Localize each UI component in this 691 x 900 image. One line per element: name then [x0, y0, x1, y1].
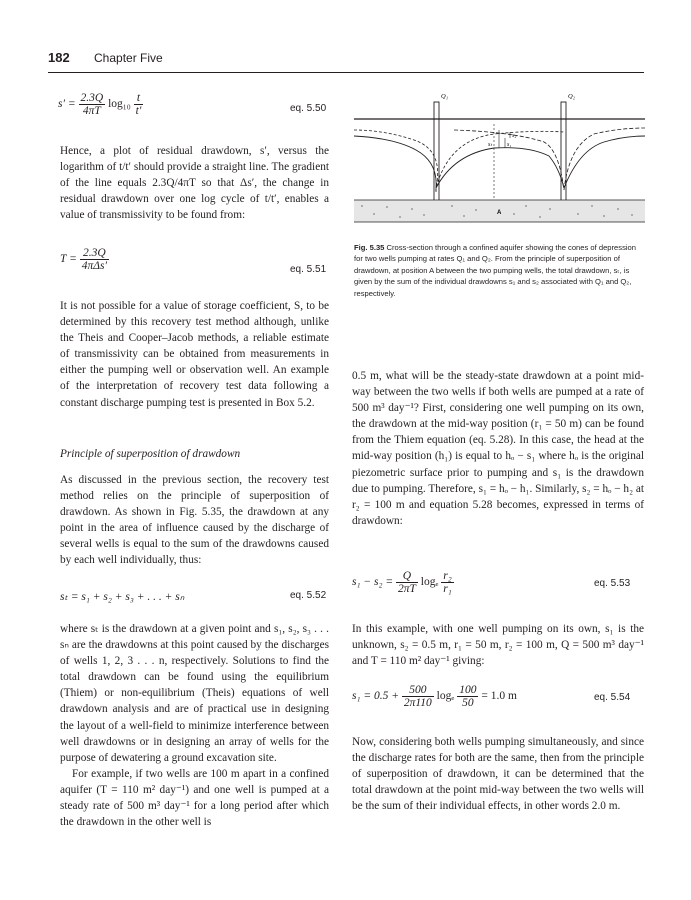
denominator: 4πΔs′ [81, 260, 107, 272]
eq-number: eq. 5.50 [290, 103, 327, 114]
eq-number: eq. 5.53 [594, 578, 631, 589]
eq-fraction [457, 684, 478, 709]
numerator: 2.3Q [80, 247, 109, 260]
eq-number: eq. 5.52 [290, 590, 327, 601]
eq-lhs: s₁ − s₂ = [352, 576, 394, 589]
paragraph: As discussed in the previous section, the recovery test method relies on the principle of superposition of drawdown. As shown in Fig. 5.35, the drawdown at any point in the area of influence caused by the discharge of several wells is equal to the sum of the drawdowns caused by each well individually, thus: [60, 474, 329, 567]
page-number: 182 [48, 50, 70, 65]
numerator: 100 [459, 684, 477, 696]
equation-5-52: sₜ = s₁ + s₂ + s₃ + . . . + sₙ [60, 591, 185, 603]
log-op: logₑ [420, 576, 439, 589]
paragraph: It is not possible for a value of storage coefficient, S, to be determined by this recovery test method although, unlike the Theis and Cooper–Jacob methods, a reliable estimate of transmissivity can be obtained from measurements in either the pumping well or observation well. An example of the interpretation of recovery test data following a constant discharge pumping test is presented in Box 5.2. [60, 300, 329, 409]
section-heading: Principle of superposition of drawdown [60, 448, 241, 460]
left-para-3 [60, 472, 329, 569]
equation-5-51 [60, 247, 109, 272]
paragraph: where sₜ is the drawdown at a given point and s₁, s₂, s₃ . . . sₙ are the drawdowns at this point caused by the discharges of wells 1, 2, 3 . . . n, respectively. Solutions to find the total drawdown can be found using the equilibrium (Thiem) or non-equilibrium (Theis) equations of well drawdown analysis and are of practical use in designing the layout of a well-field to minimize interference between well drawdowns or in designing an array of wells for the purpose of dewatering a ground excavation site. [60, 623, 329, 764]
equation-5-54 [352, 684, 517, 709]
left-para-5 [60, 766, 329, 830]
label-q2: Q₂ [568, 93, 575, 100]
page-header [48, 50, 644, 72]
numerator: 2.3Q [80, 92, 104, 104]
eq-result: = 1.0 m [481, 690, 517, 703]
equation-5-53 [352, 570, 454, 595]
denominator: 50 [462, 697, 474, 709]
equation-5-50 [58, 92, 143, 117]
denominator: 2πT [397, 583, 416, 595]
eq-fraction [134, 92, 144, 117]
denominator: t′ [135, 105, 142, 117]
label-a: A [497, 210, 502, 216]
header-rule [48, 72, 644, 73]
figure-caption [354, 242, 646, 299]
left-para-4 [60, 621, 329, 766]
paragraph: In this example, with one well pumping on its own, s₁ is the unknown, s₂ = 0.5 m, r₁ = 50 m, r₂ = 100 m, Q = 500 m³ day⁻¹ and T = 110 m² day⁻¹ giving: [352, 623, 644, 668]
label-s2: s₂ [512, 133, 517, 139]
figure-5-35 [354, 88, 645, 233]
label-s1: s₁ [507, 142, 512, 148]
paragraph: 0.5 m, what will be the steady-state drawdown at a point mid-way between the two wells if both wells are pumped at a rate of 500 m³ day⁻¹? First, considering one well pumping on its own, the drawdown at the mid-way position (r₁ = 50 m) can be found from the Thiem equation (eq. 5.28). In this case, the head at the mid-way position (h₁) is equal to hₒ − s₁ where hₒ is the original piezometric surface prior to pumping and s₁ is the drawdown due to pumping. Therefore, s₁ = hₒ − h₁. Similarly, s₂ = hₒ − h₂ at r₂ = 100 m and equation 5.28 becomes, expressed in terms of drawdown: [352, 370, 644, 527]
right-para-3 [352, 734, 644, 814]
paragraph: Now, considering both wells pumping simultaneously, and since the discharge rates for both are the same, then from the principle of superposition of drawdown, it can be determined that the total drawdown at the point mid-way between the two wells will be the sum of their individual effects, in other words 2.0 m. [352, 736, 644, 813]
eq-fraction [79, 92, 106, 117]
eq-fraction [396, 570, 418, 595]
right-para-2 [352, 621, 644, 669]
eq-number: eq. 5.51 [290, 264, 327, 275]
caption-label: Fig. 5.35 [354, 243, 385, 252]
paragraph: For example, if two wells are 100 m apart in a confined aquifer (T = 110 m² day⁻¹) and one well is pumped at a steady rate of 500 m³ day⁻¹ for a long period after which the drawdown in the other well is [60, 768, 329, 829]
paragraph: Hence, a plot of residual drawdown, s′, versus the logarithm of t/t′ should provide a straight line. The gradient of the line equals 2.3Q/4πT so that Δs′, the change in residual drawdown over one log cycle of t/t′, enables a value of transmissivity to be found from: [60, 145, 329, 222]
denominator: r₁ [443, 583, 452, 595]
eq-lhs: T = [60, 253, 77, 266]
numerator: t [134, 92, 144, 105]
numerator: 500 [402, 684, 434, 697]
eq-lhs: s₁ = 0.5 + [352, 690, 399, 703]
right-para-1 [352, 368, 644, 529]
eq-fraction [80, 247, 109, 272]
log-op: logₑ [436, 690, 455, 703]
numerator: r₂ [443, 570, 452, 582]
numerator: Q [396, 570, 418, 583]
caption-text: Cross-section through a confined aquifer showing the cones of depression for two wells pumping at rates Q₁ and Q₂. From the principle of superposition of drawdown, at position A between the two pumping wells, the total drawdown, sₜ, is given by the sum of the individual drawdowns s₁ and s₂ associated with Q₁ and Q₂, respectively. [354, 243, 636, 298]
eq-lhs: s′ = [58, 98, 76, 111]
log-op: log₁₀ [108, 98, 131, 111]
denominator: 2π110 [403, 697, 432, 709]
label-st: sₜ [488, 142, 493, 148]
eq-number: eq. 5.54 [594, 692, 631, 703]
left-para-1 [60, 143, 329, 223]
left-para-2 [60, 298, 329, 411]
eq-fraction [402, 684, 434, 709]
chapter-title: Chapter Five [94, 51, 163, 65]
eq-fraction [441, 570, 453, 595]
label-q1: Q₁ [441, 93, 448, 100]
denominator: 4πT [82, 105, 101, 117]
